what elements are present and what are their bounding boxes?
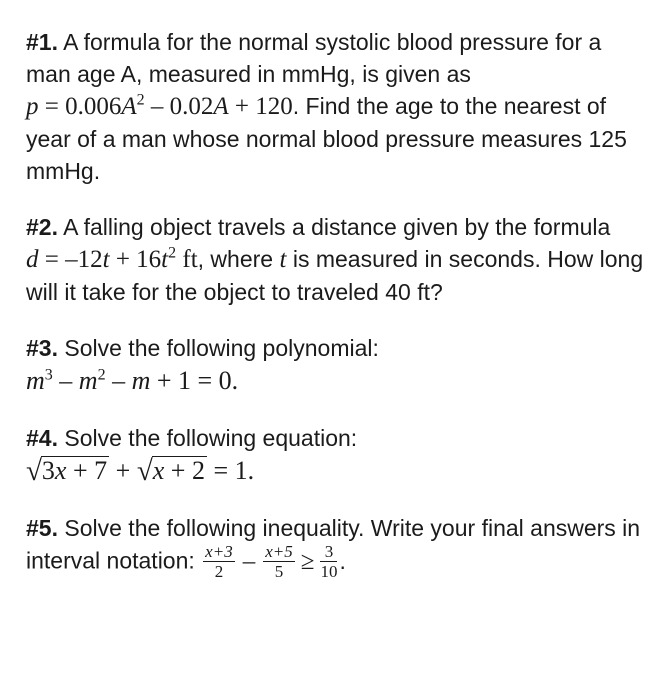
problem-2-text-mid: , where bbox=[197, 246, 280, 272]
problem-2-text-after: is measured in seconds. How long will it take for the object to traveled 40 ft? bbox=[26, 246, 644, 305]
problem-1-text-before: A formula for the normal systolic blood pressure for a man age A, measured in mmHg, is given as bbox=[26, 29, 602, 87]
problem-2 bbox=[26, 211, 646, 308]
problem-5-number: #5. bbox=[26, 515, 58, 541]
problem-4-equation: √3x + 7 + √x + 2 = 1. bbox=[26, 455, 255, 487]
radical-sign-2: √ bbox=[136, 455, 153, 487]
radical-sign-1: √ bbox=[26, 455, 42, 487]
fraction-2: $\frac{x+5}{5}$ bbox=[265, 542, 293, 581]
fraction-3: $\frac{3}{10}$ bbox=[320, 542, 338, 581]
problem-3-equation: $m^3 - m^2 - m + 1 = 0$. bbox=[26, 366, 239, 395]
problem-1-number: #1. bbox=[26, 29, 58, 55]
problem-2-text-before: A falling object travels a distance given by the formula bbox=[57, 214, 611, 240]
problem-sheet bbox=[26, 26, 646, 581]
problem-1-formula: $p = 0.006A^2 - 0.02A + 120$ bbox=[26, 91, 293, 120]
problem-5 bbox=[26, 512, 646, 581]
sqrt-term-1: √3x + 7 bbox=[26, 455, 108, 487]
problem-3 bbox=[26, 332, 646, 398]
problem-4-text: Solve the following equation: bbox=[57, 425, 358, 451]
problem-5-text: Solve the following inequality. Write your final answers in interval notation: bbox=[26, 515, 641, 574]
sqrt-term-2: √x + 2 bbox=[136, 455, 205, 487]
problem-2-var: t bbox=[279, 246, 287, 273]
problem-4-number: #4. bbox=[26, 425, 58, 451]
problem-1 bbox=[26, 26, 646, 187]
fraction-1: $\frac{x+3}{2}$ bbox=[205, 542, 233, 581]
problem-2-formula: $d = -12t + 16t^2$ ft bbox=[26, 244, 198, 273]
problem-5-inequality: $\frac{x+3}{2}$ – $\frac{x+5}{5}$ ≥ $\frac{3}{10}$ . bbox=[205, 542, 346, 581]
problem-1-text-after: . Find the age to the nearest of year of a man whose normal blood pressure measures 125 mmHg. bbox=[26, 93, 627, 184]
problem-3-number: #3. bbox=[26, 335, 58, 361]
problem-4 bbox=[26, 422, 646, 488]
problem-3-text: Solve the following polynomial: bbox=[57, 335, 379, 361]
problem-2-number: #2. bbox=[26, 214, 58, 240]
